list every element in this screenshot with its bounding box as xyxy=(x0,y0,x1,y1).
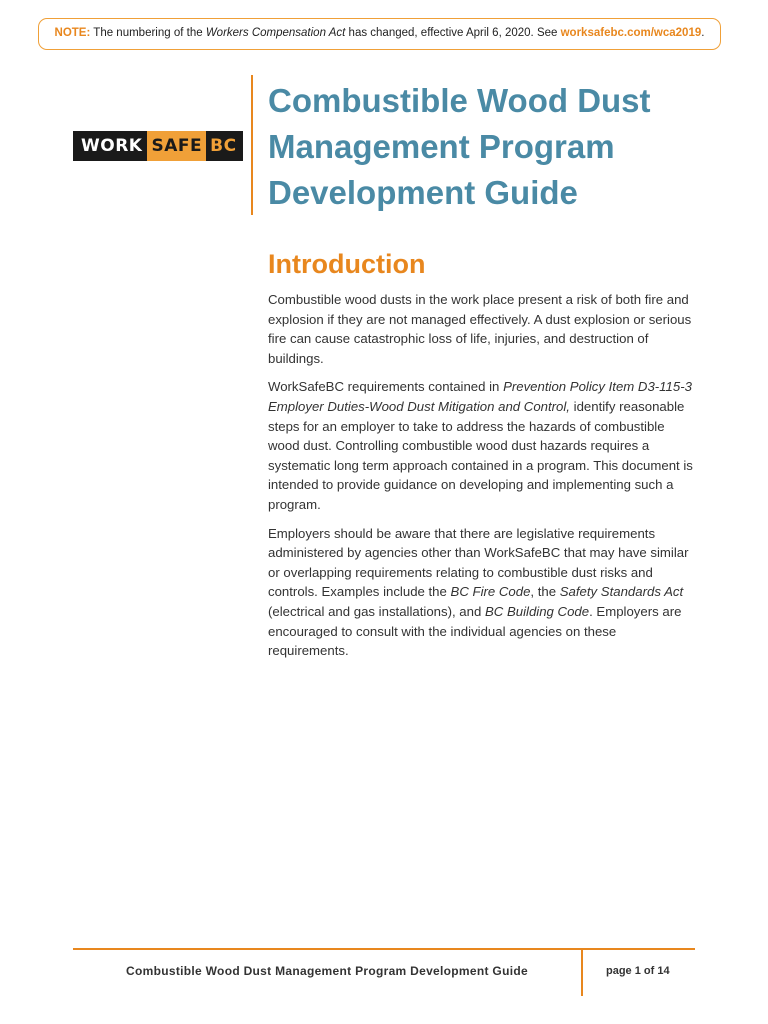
p2-text: WorkSafeBC requirements contained in xyxy=(268,379,504,395)
paragraph-3 xyxy=(268,524,698,661)
page-number: page 1 of 14 xyxy=(606,965,670,977)
wca2019-link[interactable]: worksafebc.com/wca2019 xyxy=(560,27,702,39)
p2-text: identify reasonable steps for an employer to take to address the hazards of combustible wood dust. Controlling combustible wood dust hazards requires a systematic long term approach contained in a program. This document is intended to provide guidance on developing and implementing such a program. xyxy=(268,398,693,512)
footer-document-title: Combustible Wood Dust Management Program Development Guide xyxy=(126,964,528,978)
p3-safety-standards-act: Safety Standards Act xyxy=(559,584,684,600)
title-line: Combustible Wood Dust xyxy=(268,82,651,119)
p2-policy-reference: Prevention Policy Item D3-115-3 Employer Duties-Wood Dust Mitigation and Control, xyxy=(268,379,692,414)
note-text-after: has changed, effective April 6, 2020. See xyxy=(345,27,561,39)
logo-work: WORK xyxy=(73,131,147,161)
paragraph-1: Combustible wood dusts in the work place present a risk of both fire and explosion if they are not managed effectively. A dust explosion or serious fire can cause catastrophic loss of life, injuries, and destruction of buildings. xyxy=(268,292,692,366)
title-divider xyxy=(251,75,253,215)
footer-rule xyxy=(73,948,695,950)
title-line: Development Guide xyxy=(268,174,578,211)
worksafebc-logo xyxy=(73,131,237,161)
paragraph-2 xyxy=(268,377,698,514)
title-line: Management Program xyxy=(268,128,615,165)
logo-bc: BC xyxy=(206,131,242,161)
note-period: . xyxy=(701,27,705,39)
p3-fire-code: BC Fire Code xyxy=(450,584,531,600)
p3-text: Employers should be aware that there are legislative requirements administered by agencies other than WorkSafeBC that may have similar or overlapping requirements relating to combustible dust risks and controls. Examples include the xyxy=(268,525,689,600)
section-heading-introduction: Introduction xyxy=(268,249,426,279)
note-label: NOTE: xyxy=(54,27,91,39)
p3-text: (electrical and gas installations), and xyxy=(268,603,485,619)
note-act-name: Workers Compensation Act xyxy=(205,27,346,39)
p3-text: , the xyxy=(530,584,560,600)
introduction-body xyxy=(268,290,698,670)
note-text-before: The numbering of the xyxy=(90,27,206,39)
p3-text: . Employers are encouraged to consult with the individual agencies on these requirements. xyxy=(268,603,682,659)
logo-safe: SAFE xyxy=(147,131,206,161)
document-title xyxy=(268,78,708,216)
numbering-notice xyxy=(38,18,721,50)
p3-building-code: BC Building Code xyxy=(484,603,590,619)
footer-divider xyxy=(581,950,583,996)
